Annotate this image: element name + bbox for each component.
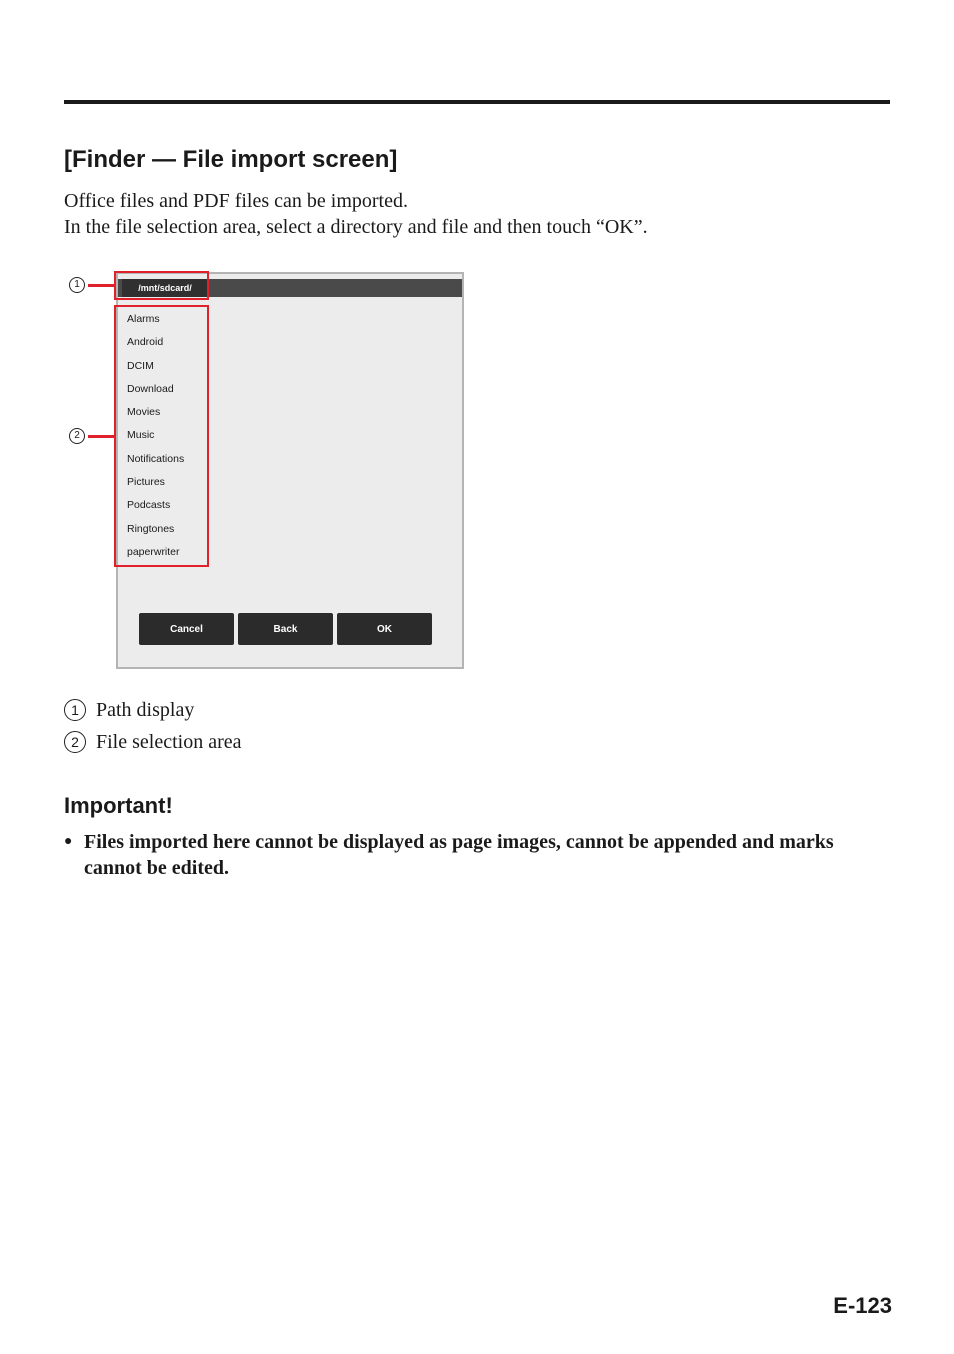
intro-line-1: Office files and PDF files can be imported. [64,190,408,212]
cancel-button[interactable]: Cancel [139,613,234,645]
list-item-directory[interactable]: Ringtones [127,522,175,535]
ok-button[interactable]: OK [337,613,432,645]
list-item-directory[interactable]: Notifications [127,452,185,465]
section-title: [Finder — File import screen] [64,146,398,173]
page-number: E-123 [833,1293,892,1318]
back-button[interactable]: Back [238,613,333,645]
bullet-icon: ● [64,834,73,849]
list-item-directory[interactable]: Pictures [127,476,165,489]
legend-label: Path display [96,699,195,721]
important-item-text: Files imported here cannot be displayed as page images, cannot be appended and marks cannot be edited. [84,831,834,879]
legend-number: 2 [64,731,86,753]
list-item-directory[interactable]: Music [127,429,155,442]
callout-marker-2: 2 [69,428,85,444]
callout-marker-1: 1 [69,277,85,293]
intro-text [64,188,648,240]
top-rule [64,100,890,104]
legend-label: File selection area [96,731,242,753]
legend-item [64,694,242,726]
list-item-directory[interactable]: Android [127,336,164,349]
list-item-directory[interactable]: paperwriter [127,545,180,558]
legend-item [64,726,242,758]
path-display: /mnt/sdcard/ [122,279,208,297]
callout-legend [64,694,242,758]
important-heading: Important! [64,793,173,818]
list-item-directory[interactable]: Movies [127,406,161,419]
intro-line-2: In the file selection area, select a directory and file and then touch “OK”. [64,216,648,238]
callout-leader-1 [88,284,115,287]
list-item-directory[interactable]: DCIM [127,359,154,372]
important-item [64,829,844,881]
list-item-directory[interactable]: Alarms [127,313,160,325]
list-item-directory[interactable]: Download [127,382,174,395]
important-list [64,829,844,881]
legend-number: 1 [64,699,86,721]
button-row [139,613,432,645]
callout-box-files [114,305,209,567]
callout-box-path [114,271,209,300]
callout-leader-2 [88,435,115,438]
list-item-directory[interactable]: Podcasts [127,499,171,512]
